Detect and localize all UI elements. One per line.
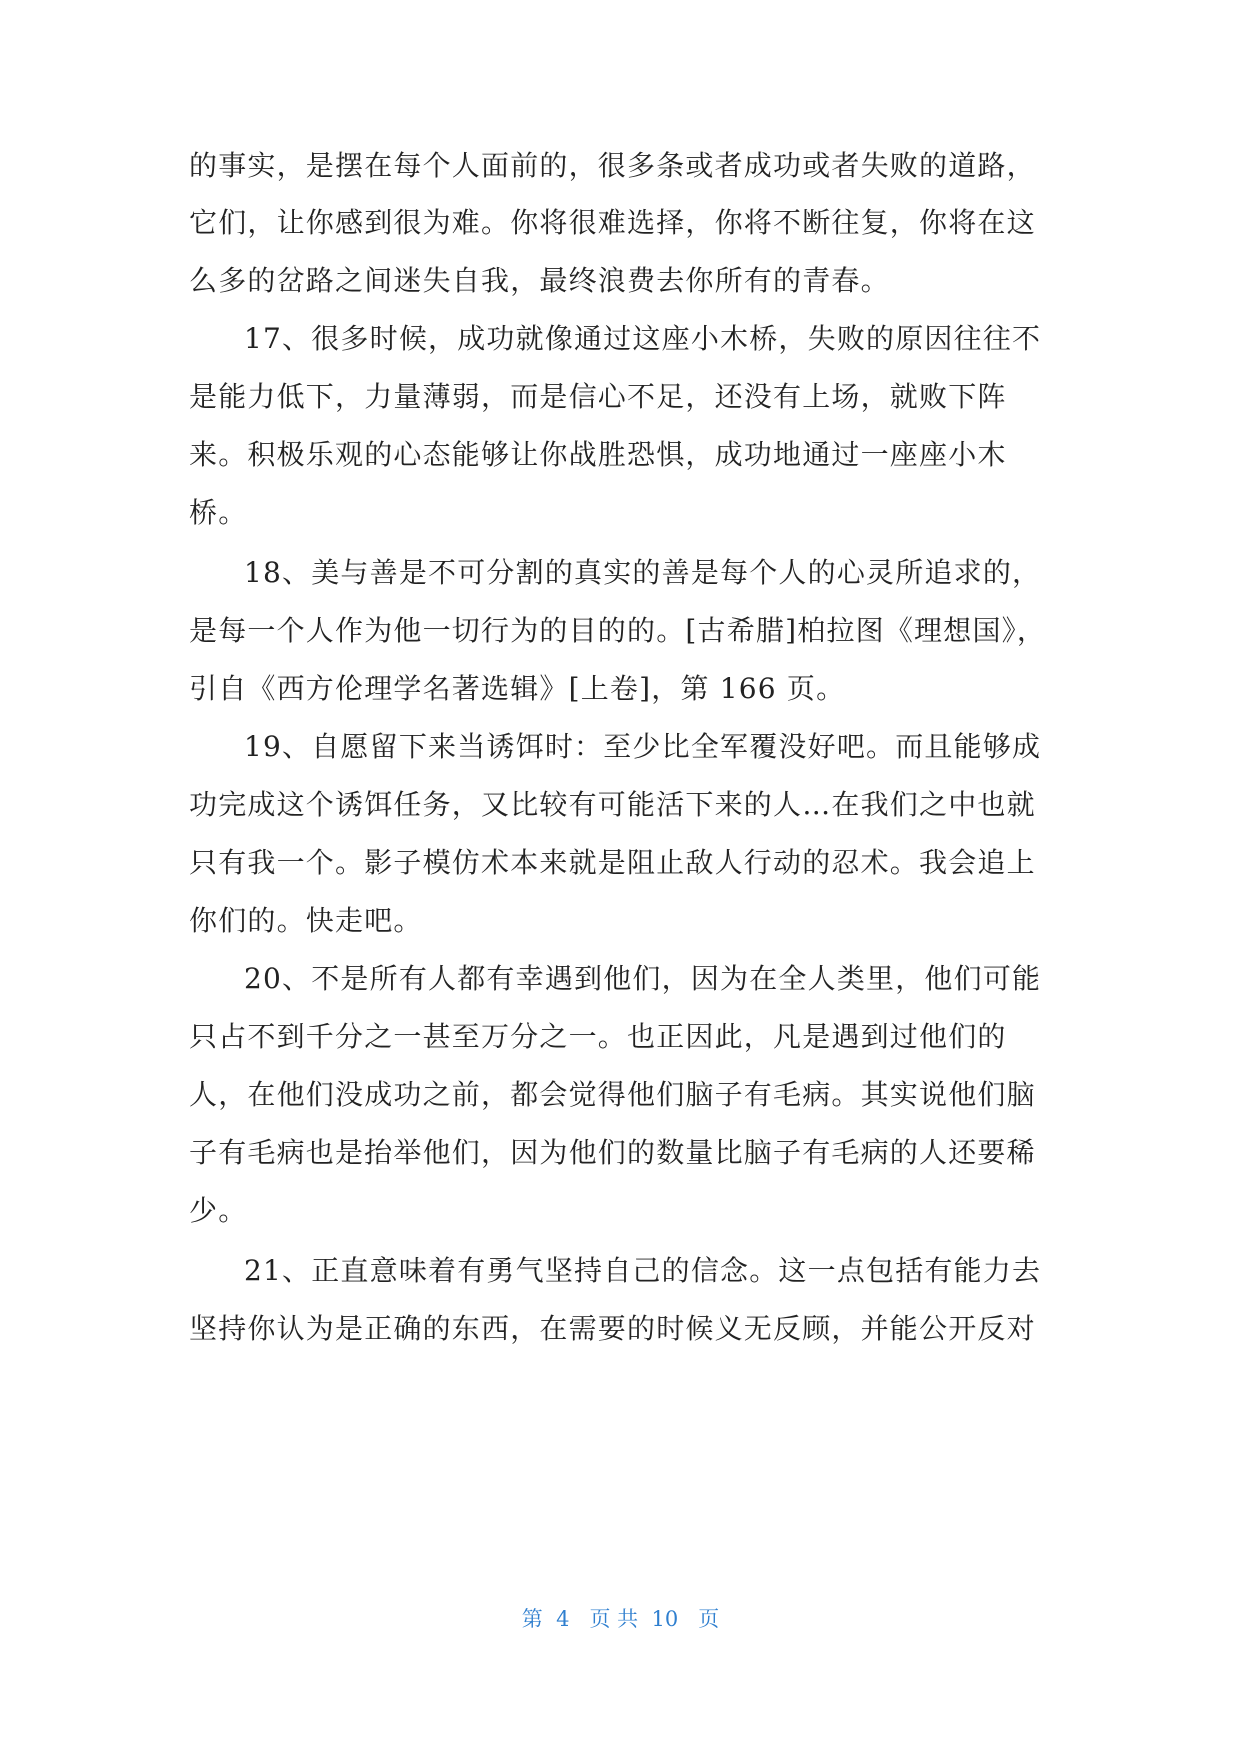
text-line: 来。积极乐观的心态能够让你战胜恐惧，成功地通过一座座小木 <box>189 438 1007 471</box>
text-line: 是能力低下，力量薄弱，而是信心不足，还没有上场，就败下阵 <box>189 380 1007 413</box>
text-line: 只占不到千分之一甚至万分之一。也正因此，凡是遇到过他们的 <box>189 1020 1007 1053</box>
text-line: 少。 <box>189 1194 248 1227</box>
text-line: 么多的岔路之间迷失自我，最终浪费去你所有的青春。 <box>189 264 890 297</box>
text-line: 人，在他们没成功之前，都会觉得他们脑子有毛病。其实说他们脑 <box>189 1078 1036 1111</box>
paragraph-17-first-line: 17、很多时候，成功就像通过这座小木桥，失败的原因往往不 <box>244 322 1042 355</box>
text-line: 你们的。快走吧。 <box>189 904 423 937</box>
text-line: 功完成这个诱饵任务，又比较有可能活下来的人…在我们之中也就 <box>189 788 1036 821</box>
paragraph-21-first-line: 21、正直意味着有勇气坚持自己的信念。这一点包括有能力去 <box>244 1254 1042 1287</box>
paragraph-20-first-line: 20、不是所有人都有幸遇到他们，因为在全人类里，他们可能 <box>244 962 1042 995</box>
text-line: 引自《西方伦理学名著选辑》[上卷]，第 166 页。 <box>189 672 846 705</box>
text-line: 桥。 <box>189 496 248 529</box>
text-line: 它们，让你感到很为难。你将很难选择，你将不断往复，你将在这 <box>189 206 1036 239</box>
text-line: 子有毛病也是抬举他们，因为他们的数量比脑子有毛病的人还要稀 <box>189 1136 1036 1169</box>
text-line: 只有我一个。影子模仿术本来就是阻止敌人行动的忍术。我会追上 <box>189 846 1036 879</box>
page-number-footer: 第 4 页 共 10 页 <box>521 1607 720 1631</box>
text-line: 是每一个人作为他一切行为的目的的。[古希腊]柏拉图《理想国》， <box>189 614 1047 647</box>
paragraph-18-first-line: 18、美与善是不可分割的真实的善是每个人的心灵所追求的， <box>244 556 1042 589</box>
paragraph-19-first-line: 19、自愿留下来当诱饵时：至少比全军覆没好吧。而且能够成 <box>244 730 1042 763</box>
text-line: 的事实，是摆在每个人面前的，很多条或者成功或者失败的道路， <box>189 149 1036 182</box>
text-line: 坚持你认为是正确的东西，在需要的时候义无反顾，并能公开反对 <box>189 1312 1036 1345</box>
